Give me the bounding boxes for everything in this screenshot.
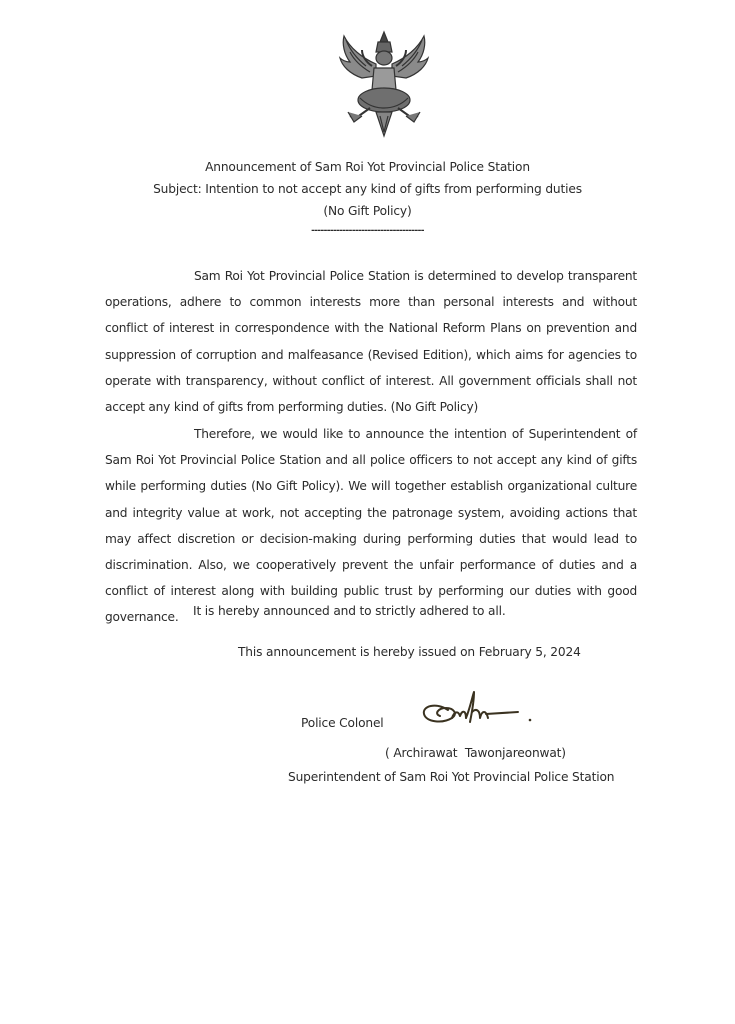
- closing-statement: It is hereby announced and to strictly adhered to all.: [193, 604, 506, 618]
- signatory-rank: Police Colonel: [301, 716, 384, 730]
- header-divider: ------------------------------------: [311, 226, 424, 236]
- garuda-emblem-icon: [332, 28, 436, 140]
- signatory-name: ( Archirawat Tawonjareonwat): [385, 746, 566, 760]
- announcement-header: [0, 156, 735, 239]
- announcement-subject: Subject: Intention to not accept any kind of gifts from performing duties: [153, 182, 582, 196]
- paragraph-text: Sam Roi Yot Provincial Police Station is determined to develop transparent operations, adhere to common interests more than personal interests and without conflict of interest in correspondence with the National Reform Plans on prevention and suppression of corruption and malfeasance (Revised Edition), which aims for agencies to operate with transparency, without conflict of interest. All government officials shall not accept any kind of gifts from performing duties. (No Gift Policy): [105, 269, 637, 415]
- signatory-position: Superintendent of Sam Roi Yot Provincial Police Station: [288, 770, 615, 784]
- announcement-title: Announcement of Sam Roi Yot Provincial Police Station: [205, 160, 530, 174]
- body-paragraph-1: [105, 263, 637, 420]
- signature-icon: [418, 688, 538, 732]
- paragraph-text: Therefore, we would like to announce the intention of Superintendent of Sam Roi Yot Provincial Police Station and all police officers to not accept any kind of gifts while performing duties (No Gift Policy). We will together establish organizational culture and integrity value at work, not accepting the patronage system, avoiding actions that may affect discretion or decision-making during performing duties that would lead to discrimination. Also, we cooperatively prevent the unfair performance of duties and a conflict of interest along with building public trust by performing our duties with good governance.: [105, 427, 637, 625]
- body-paragraph-2: [105, 421, 637, 631]
- policy-name: (No Gift Policy): [323, 204, 412, 218]
- issue-date-statement: This announcement is hereby issued on February 5, 2024: [238, 645, 581, 659]
